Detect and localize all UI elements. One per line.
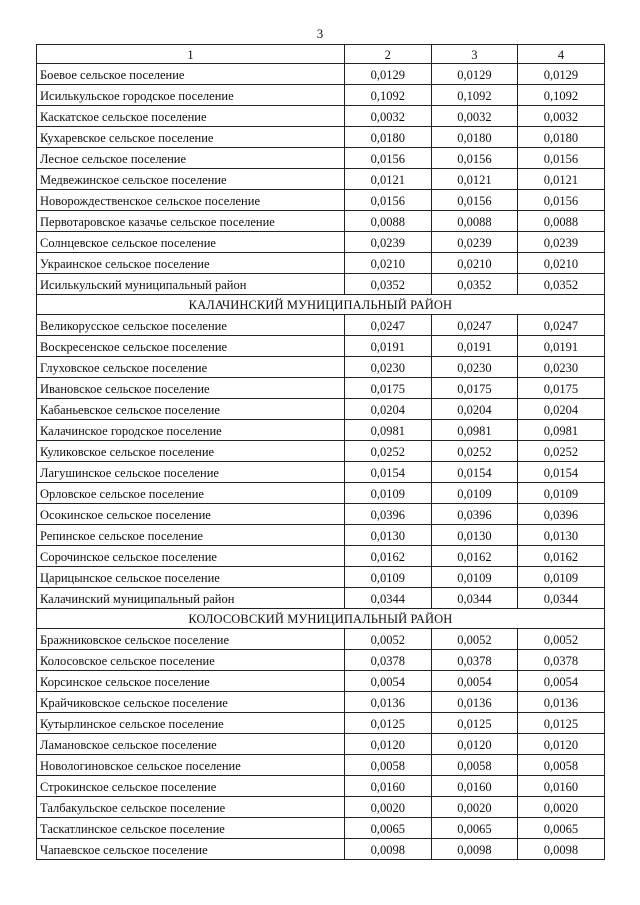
table-row [37, 504, 605, 525]
value-cell-col-2: 0,0230 [345, 357, 432, 378]
value-cell-col-3: 0,0098 [431, 839, 518, 860]
value-cell-col-3: 0,0052 [431, 629, 518, 650]
value-cell-col-4: 0,0098 [518, 839, 605, 860]
settlement-name-cell: Солнцевское сельское поселение [37, 232, 345, 253]
section-title: КАЛАЧИНСКИЙ МУНИЦИПАЛЬНЫЙ РАЙОН [37, 295, 605, 315]
value-cell-col-2: 0,0032 [345, 106, 432, 127]
value-cell-col-2: 0,0065 [345, 818, 432, 839]
value-cell-col-2: 0,0204 [345, 399, 432, 420]
value-cell-col-2: 0,0247 [345, 315, 432, 336]
value-cell-col-4: 0,0156 [518, 190, 605, 211]
column-header-3: 3 [431, 45, 518, 64]
column-header-4: 4 [518, 45, 605, 64]
value-cell-col-4: 0,0191 [518, 336, 605, 357]
settlement-name-cell: Каскатское сельское поселение [37, 106, 345, 127]
value-cell-col-3: 0,0130 [431, 525, 518, 546]
value-cell-col-4: 0,0378 [518, 650, 605, 671]
settlement-name-cell: Исилькульский муниципальный район [37, 274, 345, 295]
settlement-name-cell: Колосовское сельское поселение [37, 650, 345, 671]
value-cell-col-2: 0,0130 [345, 525, 432, 546]
settlement-name-cell: Исилькульское городское поселение [37, 85, 345, 106]
settlement-name-cell: Кутырлинское сельское поселение [37, 713, 345, 734]
value-cell-col-3: 0,0191 [431, 336, 518, 357]
value-cell-col-3: 0,0125 [431, 713, 518, 734]
settlement-name-cell: Ламановское сельское поселение [37, 734, 345, 755]
value-cell-col-2: 0,0058 [345, 755, 432, 776]
value-cell-col-2: 0,0252 [345, 441, 432, 462]
value-cell-col-2: 0,0191 [345, 336, 432, 357]
settlement-name-cell: Лесное сельское поселение [37, 148, 345, 169]
value-cell-col-3: 0,0136 [431, 692, 518, 713]
value-cell-col-4: 0,0088 [518, 211, 605, 232]
value-cell-col-2: 0,0088 [345, 211, 432, 232]
table-row [37, 839, 605, 860]
settlement-name-cell: Репинское сельское поселение [37, 525, 345, 546]
table-row [37, 315, 605, 336]
table-row [37, 441, 605, 462]
value-cell-col-2: 0,0129 [345, 64, 432, 85]
table-row [37, 127, 605, 148]
value-cell-col-4: 0,0239 [518, 232, 605, 253]
table-row [37, 567, 605, 588]
value-cell-col-3: 0,0981 [431, 420, 518, 441]
value-cell-col-2: 0,0210 [345, 253, 432, 274]
table-row [37, 546, 605, 567]
value-cell-col-3: 0,0109 [431, 483, 518, 504]
value-cell-col-3: 0,0230 [431, 357, 518, 378]
settlement-name-cell: Талбакульское сельское поселение [37, 797, 345, 818]
table-row [37, 85, 605, 106]
table-row [37, 190, 605, 211]
settlement-name-cell: Лагушинское сельское поселение [37, 462, 345, 483]
value-cell-col-4: 0,0154 [518, 462, 605, 483]
value-cell-col-2: 0,0109 [345, 483, 432, 504]
settlement-name-cell: Чапаевское сельское поселение [37, 839, 345, 860]
value-cell-col-3: 0,0239 [431, 232, 518, 253]
settlement-name-cell: Куликовское сельское поселение [37, 441, 345, 462]
page-number: 3 [316, 26, 324, 41]
table-row [37, 713, 605, 734]
settlement-name-cell: Кухаревское сельское поселение [37, 127, 345, 148]
settlement-name-cell: Сорочинское сельское поселение [37, 546, 345, 567]
value-cell-col-4: 0,0120 [518, 734, 605, 755]
value-cell-col-4: 0,0109 [518, 567, 605, 588]
value-cell-col-4: 0,0065 [518, 818, 605, 839]
settlement-name-cell: Украинское сельское поселение [37, 253, 345, 274]
value-cell-col-3: 0,0088 [431, 211, 518, 232]
value-cell-col-4: 0,0020 [518, 797, 605, 818]
value-cell-col-3: 0,1092 [431, 85, 518, 106]
value-cell-col-2: 0,0154 [345, 462, 432, 483]
table-row [37, 755, 605, 776]
data-table [36, 44, 605, 860]
value-cell-col-3: 0,0160 [431, 776, 518, 797]
value-cell-col-3: 0,0378 [431, 650, 518, 671]
section-header-row [37, 609, 605, 629]
value-cell-col-2: 0,0352 [345, 274, 432, 295]
settlement-name-cell: Орловское сельское поселение [37, 483, 345, 504]
settlement-name-cell: Великорусское сельское поселение [37, 315, 345, 336]
value-cell-col-4: 0,0396 [518, 504, 605, 525]
table-row [37, 274, 605, 295]
value-cell-col-3: 0,0120 [431, 734, 518, 755]
value-cell-col-2: 0,0156 [345, 148, 432, 169]
value-cell-col-2: 0,0120 [345, 734, 432, 755]
value-cell-col-3: 0,0129 [431, 64, 518, 85]
value-cell-col-2: 0,0162 [345, 546, 432, 567]
table-row [37, 420, 605, 441]
value-cell-col-4: 0,0121 [518, 169, 605, 190]
table-row [37, 692, 605, 713]
value-cell-col-3: 0,0121 [431, 169, 518, 190]
table-row [37, 776, 605, 797]
value-cell-col-2: 0,0239 [345, 232, 432, 253]
settlement-name-cell: Строкинское сельское поселение [37, 776, 345, 797]
value-cell-col-3: 0,0154 [431, 462, 518, 483]
value-cell-col-4: 0,0981 [518, 420, 605, 441]
table-row [37, 357, 605, 378]
settlement-name-cell: Царицынское сельское поселение [37, 567, 345, 588]
value-cell-col-3: 0,0180 [431, 127, 518, 148]
value-cell-col-2: 0,0121 [345, 169, 432, 190]
settlement-name-cell: Осокинское сельское поселение [37, 504, 345, 525]
value-cell-col-3: 0,0162 [431, 546, 518, 567]
table-row [37, 232, 605, 253]
table-row [37, 671, 605, 692]
value-cell-col-4: 0,0130 [518, 525, 605, 546]
settlement-name-cell: Новорождественское сельское поселение [37, 190, 345, 211]
value-cell-col-4: 0,0180 [518, 127, 605, 148]
value-cell-col-3: 0,0204 [431, 399, 518, 420]
value-cell-col-4: 0,0352 [518, 274, 605, 295]
column-header-1: 1 [37, 45, 345, 64]
value-cell-col-3: 0,0352 [431, 274, 518, 295]
value-cell-col-4: 0,0247 [518, 315, 605, 336]
column-header-2: 2 [345, 45, 432, 64]
table-row [37, 253, 605, 274]
value-cell-col-3: 0,0344 [431, 588, 518, 609]
value-cell-col-3: 0,0247 [431, 315, 518, 336]
value-cell-col-4: 0,0058 [518, 755, 605, 776]
table-row [37, 148, 605, 169]
settlement-name-cell: Новологиновское сельское поселение [37, 755, 345, 776]
value-cell-col-3: 0,0156 [431, 148, 518, 169]
value-cell-col-2: 0,0125 [345, 713, 432, 734]
value-cell-col-4: 0,0109 [518, 483, 605, 504]
settlement-name-cell: Крайчиковское сельское поселение [37, 692, 345, 713]
settlement-name-cell: Медвежинское сельское поселение [37, 169, 345, 190]
value-cell-col-4: 0,0136 [518, 692, 605, 713]
value-cell-col-3: 0,0252 [431, 441, 518, 462]
value-cell-col-2: 0,0109 [345, 567, 432, 588]
settlement-name-cell: Таскатлинское сельское поселение [37, 818, 345, 839]
table-row [37, 211, 605, 232]
value-cell-col-4: 0,0252 [518, 441, 605, 462]
table-row [37, 629, 605, 650]
value-cell-col-4: 0,0175 [518, 378, 605, 399]
value-cell-col-4: 0,0344 [518, 588, 605, 609]
settlement-name-cell: Бражниковское сельское поселение [37, 629, 345, 650]
header-row [37, 45, 605, 64]
value-cell-col-2: 0,0156 [345, 190, 432, 211]
value-cell-col-2: 0,0344 [345, 588, 432, 609]
value-cell-col-4: 0,0125 [518, 713, 605, 734]
value-cell-col-3: 0,0032 [431, 106, 518, 127]
value-cell-col-4: 0,0032 [518, 106, 605, 127]
value-cell-col-4: 0,0160 [518, 776, 605, 797]
settlement-name-cell: Калачинское городское поселение [37, 420, 345, 441]
table-row [37, 106, 605, 127]
settlement-name-cell: Глуховское сельское поселение [37, 357, 345, 378]
table-row [37, 483, 605, 504]
table-row [37, 525, 605, 546]
table-row [37, 797, 605, 818]
table-body [37, 45, 605, 860]
value-cell-col-4: 0,0204 [518, 399, 605, 420]
value-cell-col-3: 0,0065 [431, 818, 518, 839]
value-cell-col-2: 0,0378 [345, 650, 432, 671]
value-cell-col-4: 0,1092 [518, 85, 605, 106]
table-row [37, 462, 605, 483]
value-cell-col-2: 0,0136 [345, 692, 432, 713]
value-cell-col-2: 0,0160 [345, 776, 432, 797]
table-row [37, 650, 605, 671]
table-row [37, 169, 605, 190]
section-header-row [37, 295, 605, 315]
settlement-name-cell: Ивановское сельское поселение [37, 378, 345, 399]
table-row [37, 734, 605, 755]
settlement-name-cell: Воскресенское сельское поселение [37, 336, 345, 357]
value-cell-col-2: 0,0052 [345, 629, 432, 650]
value-cell-col-3: 0,0058 [431, 755, 518, 776]
value-cell-col-2: 0,0054 [345, 671, 432, 692]
value-cell-col-4: 0,0052 [518, 629, 605, 650]
settlement-name-cell: Калачинский муниципальный район [37, 588, 345, 609]
value-cell-col-3: 0,0109 [431, 567, 518, 588]
settlement-name-cell: Корсинское сельское поселение [37, 671, 345, 692]
value-cell-col-3: 0,0175 [431, 378, 518, 399]
value-cell-col-4: 0,0156 [518, 148, 605, 169]
value-cell-col-2: 0,0020 [345, 797, 432, 818]
value-cell-col-4: 0,0230 [518, 357, 605, 378]
value-cell-col-3: 0,0396 [431, 504, 518, 525]
table-row [37, 588, 605, 609]
value-cell-col-2: 0,0981 [345, 420, 432, 441]
value-cell-col-4: 0,0054 [518, 671, 605, 692]
value-cell-col-3: 0,0054 [431, 671, 518, 692]
table-row [37, 64, 605, 85]
value-cell-col-2: 0,0396 [345, 504, 432, 525]
value-cell-col-4: 0,0162 [518, 546, 605, 567]
settlement-name-cell: Боевое сельское поселение [37, 64, 345, 85]
value-cell-col-2: 0,0180 [345, 127, 432, 148]
value-cell-col-3: 0,0210 [431, 253, 518, 274]
value-cell-col-4: 0,0210 [518, 253, 605, 274]
value-cell-col-3: 0,0020 [431, 797, 518, 818]
settlement-name-cell: Кабаньевское сельское поселение [37, 399, 345, 420]
settlement-name-cell: Первотаровское казачье сельское поселение [37, 211, 345, 232]
value-cell-col-3: 0,0156 [431, 190, 518, 211]
value-cell-col-2: 0,1092 [345, 85, 432, 106]
value-cell-col-2: 0,0098 [345, 839, 432, 860]
value-cell-col-2: 0,0175 [345, 378, 432, 399]
table-row [37, 818, 605, 839]
value-cell-col-4: 0,0129 [518, 64, 605, 85]
table-row [37, 336, 605, 357]
table-row [37, 378, 605, 399]
table-row [37, 399, 605, 420]
section-title: КОЛОСОВСКИЙ МУНИЦИПАЛЬНЫЙ РАЙОН [37, 609, 605, 629]
